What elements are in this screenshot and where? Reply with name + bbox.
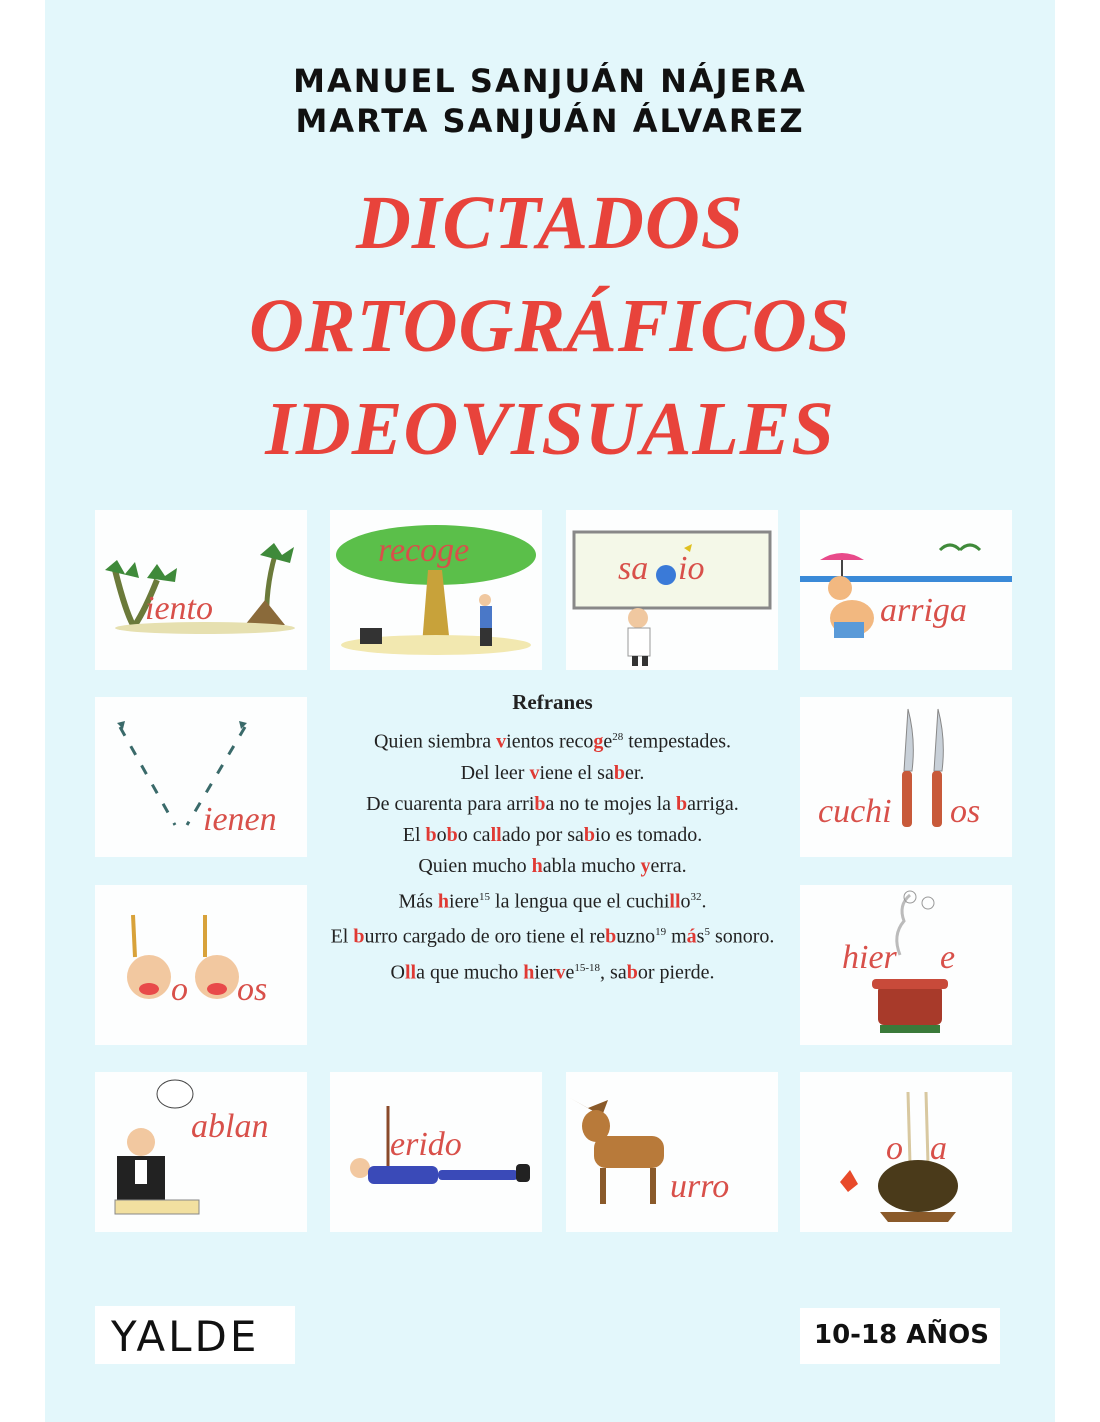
- knives-icon: [800, 697, 1012, 857]
- refran-text: or pierde.: [637, 961, 715, 984]
- refran-text: ientos reco: [506, 730, 594, 753]
- refran-text: io es tomado.: [595, 823, 703, 846]
- refranes-list: [325, 725, 780, 985]
- tile-bobos: [95, 885, 307, 1045]
- highlighted-letters: g: [593, 730, 604, 753]
- age-range: 10-18 AÑOS: [814, 1320, 989, 1350]
- title-line-3: IDEOVISUALES: [265, 387, 835, 471]
- tile-word-b: a: [930, 1130, 947, 1167]
- tile-hablan: [95, 1072, 307, 1232]
- refran-text: sonoro.: [709, 925, 775, 948]
- refran-text: .: [701, 890, 707, 913]
- highlighted-letters: b: [446, 823, 458, 846]
- refranes-block: [325, 690, 780, 992]
- refran-text: abla mucho: [542, 854, 641, 877]
- highlighted-letters: v: [529, 761, 540, 784]
- refran-text: Quien mucho: [418, 854, 532, 877]
- refran-line: [325, 792, 780, 816]
- refran-text: o: [680, 890, 691, 913]
- highlighted-letters: y: [640, 854, 651, 877]
- tile-herido: [330, 1072, 542, 1232]
- tile-hierve: [800, 885, 1012, 1045]
- highlighted-letters: b: [605, 925, 617, 948]
- highlighted-letters: ll: [490, 823, 502, 846]
- highlighted-letters: b: [353, 925, 365, 948]
- clown-faces-icon: [95, 885, 307, 1045]
- tile-word: ablan: [191, 1108, 269, 1145]
- tile-recoge: [330, 510, 542, 670]
- tile-word-a: o: [886, 1130, 903, 1167]
- refran-line: [325, 761, 780, 785]
- refran-text: O: [390, 961, 405, 984]
- speaker-podium-icon: [95, 1072, 307, 1232]
- refran-text: Más: [398, 890, 438, 913]
- refran-text: De cuarenta para arri: [366, 792, 535, 815]
- tile-burro: [566, 1072, 778, 1232]
- refran-text: iene el sa: [539, 761, 614, 784]
- tile-word-b: os: [237, 971, 268, 1008]
- tile-word-a: sa: [618, 550, 649, 587]
- publisher-name: YALDE: [111, 1312, 260, 1361]
- title-line-1: DICTADOS: [355, 181, 745, 265]
- refran-text: a no te mojes la: [545, 792, 677, 815]
- refran-text: ier: [534, 961, 556, 984]
- highlighted-letters: h: [437, 890, 450, 913]
- tile-word: iento: [145, 590, 213, 627]
- scientist-blackboard-icon: [566, 510, 778, 670]
- tile-word: recoge: [378, 532, 470, 569]
- refran-line: [325, 725, 780, 754]
- refran-text: uzno: [616, 925, 656, 948]
- footnote-number: 5: [704, 926, 710, 939]
- refran-text: urro cargado de oro tiene el re: [364, 925, 606, 948]
- refran-text: ado por sa: [501, 823, 584, 846]
- refran-text: Del leer: [460, 761, 530, 784]
- tile-word-b: io: [678, 550, 705, 587]
- refran-text: erra.: [650, 854, 687, 877]
- boiling-pot-icon: [800, 885, 1012, 1045]
- refran-text: e: [565, 961, 575, 984]
- refran-text: Quien siembra: [373, 730, 497, 753]
- highlighted-letters: b: [583, 823, 596, 846]
- refran-text: er.: [624, 761, 645, 784]
- title-line-2: ORTOGRÁFICOS: [249, 284, 851, 368]
- refran-line: [325, 920, 780, 949]
- highlighted-letters: v: [496, 730, 507, 753]
- footnote-number: 32: [690, 890, 702, 903]
- tile-viento: [95, 510, 307, 670]
- refran-line: [325, 823, 780, 847]
- refran-text: iere: [449, 890, 480, 913]
- tile-word-a: o: [171, 971, 188, 1008]
- highlighted-letters: h: [531, 854, 543, 877]
- refran-text: El: [330, 925, 354, 948]
- age-badge: [800, 1308, 1000, 1364]
- highlighted-letters: v: [555, 961, 566, 984]
- refran-text: arriga.: [687, 792, 739, 815]
- highlighted-letters: b: [534, 792, 546, 815]
- tile-cuchillos: [800, 697, 1012, 857]
- tile-word: urro: [670, 1168, 730, 1205]
- tile-vienen: [95, 697, 307, 857]
- tile-sabio: [566, 510, 778, 670]
- footnote-number: 28: [612, 731, 624, 743]
- refran-line: [325, 956, 780, 985]
- tile-barriga: [800, 510, 1012, 670]
- highlighted-letters: ll: [669, 890, 681, 913]
- refran-text: o: [436, 823, 447, 846]
- refran-line: [325, 854, 780, 878]
- tile-word-b: e: [940, 939, 956, 976]
- beach-belly-icon: [800, 510, 1012, 670]
- highlighted-letters: ll: [404, 961, 417, 984]
- refranes-heading: Refranes: [512, 690, 593, 714]
- publisher-logo: [95, 1306, 295, 1364]
- refran-text: m: [666, 925, 687, 948]
- refran-text: a que mucho: [416, 961, 524, 984]
- refran-text: s: [696, 925, 705, 948]
- highlighted-letters: á: [686, 925, 697, 948]
- tile-word: arriga: [880, 592, 967, 629]
- refran-text: , sa: [600, 961, 627, 984]
- highlighted-letters: b: [425, 823, 437, 846]
- highlighted-letters: b: [626, 961, 638, 984]
- footnote-number: 15: [479, 890, 491, 903]
- tile-word-a: cuchi: [818, 793, 892, 830]
- tile-word-a: hier: [842, 939, 897, 976]
- highlighted-letters: b: [676, 792, 688, 815]
- author-1: MANUEL SANJUÁN NÁJERA: [293, 62, 807, 100]
- tile-word-b: os: [950, 793, 981, 830]
- author-2: MARTA SANJUÁN ÁLVAREZ: [295, 102, 805, 140]
- highlighted-letters: h: [523, 961, 535, 984]
- footnote-number: 19: [655, 926, 667, 939]
- highlighted-letters: b: [613, 761, 625, 784]
- footnote-number: 15-18: [574, 961, 601, 974]
- refran-text: El: [402, 823, 426, 846]
- tile-olla: [800, 1072, 1012, 1232]
- refran-text: tempestades.: [623, 730, 731, 753]
- refran-text: e: [603, 730, 613, 753]
- refran-text: la lengua que el cuchi: [490, 890, 670, 913]
- cooking-pot-fire-icon: [800, 1072, 1012, 1232]
- donkey-icon: [566, 1072, 778, 1232]
- tile-word: erido: [390, 1126, 462, 1163]
- tile-word: ienen: [203, 801, 277, 838]
- refran-line: [325, 885, 780, 914]
- refran-text: o ca: [457, 823, 491, 846]
